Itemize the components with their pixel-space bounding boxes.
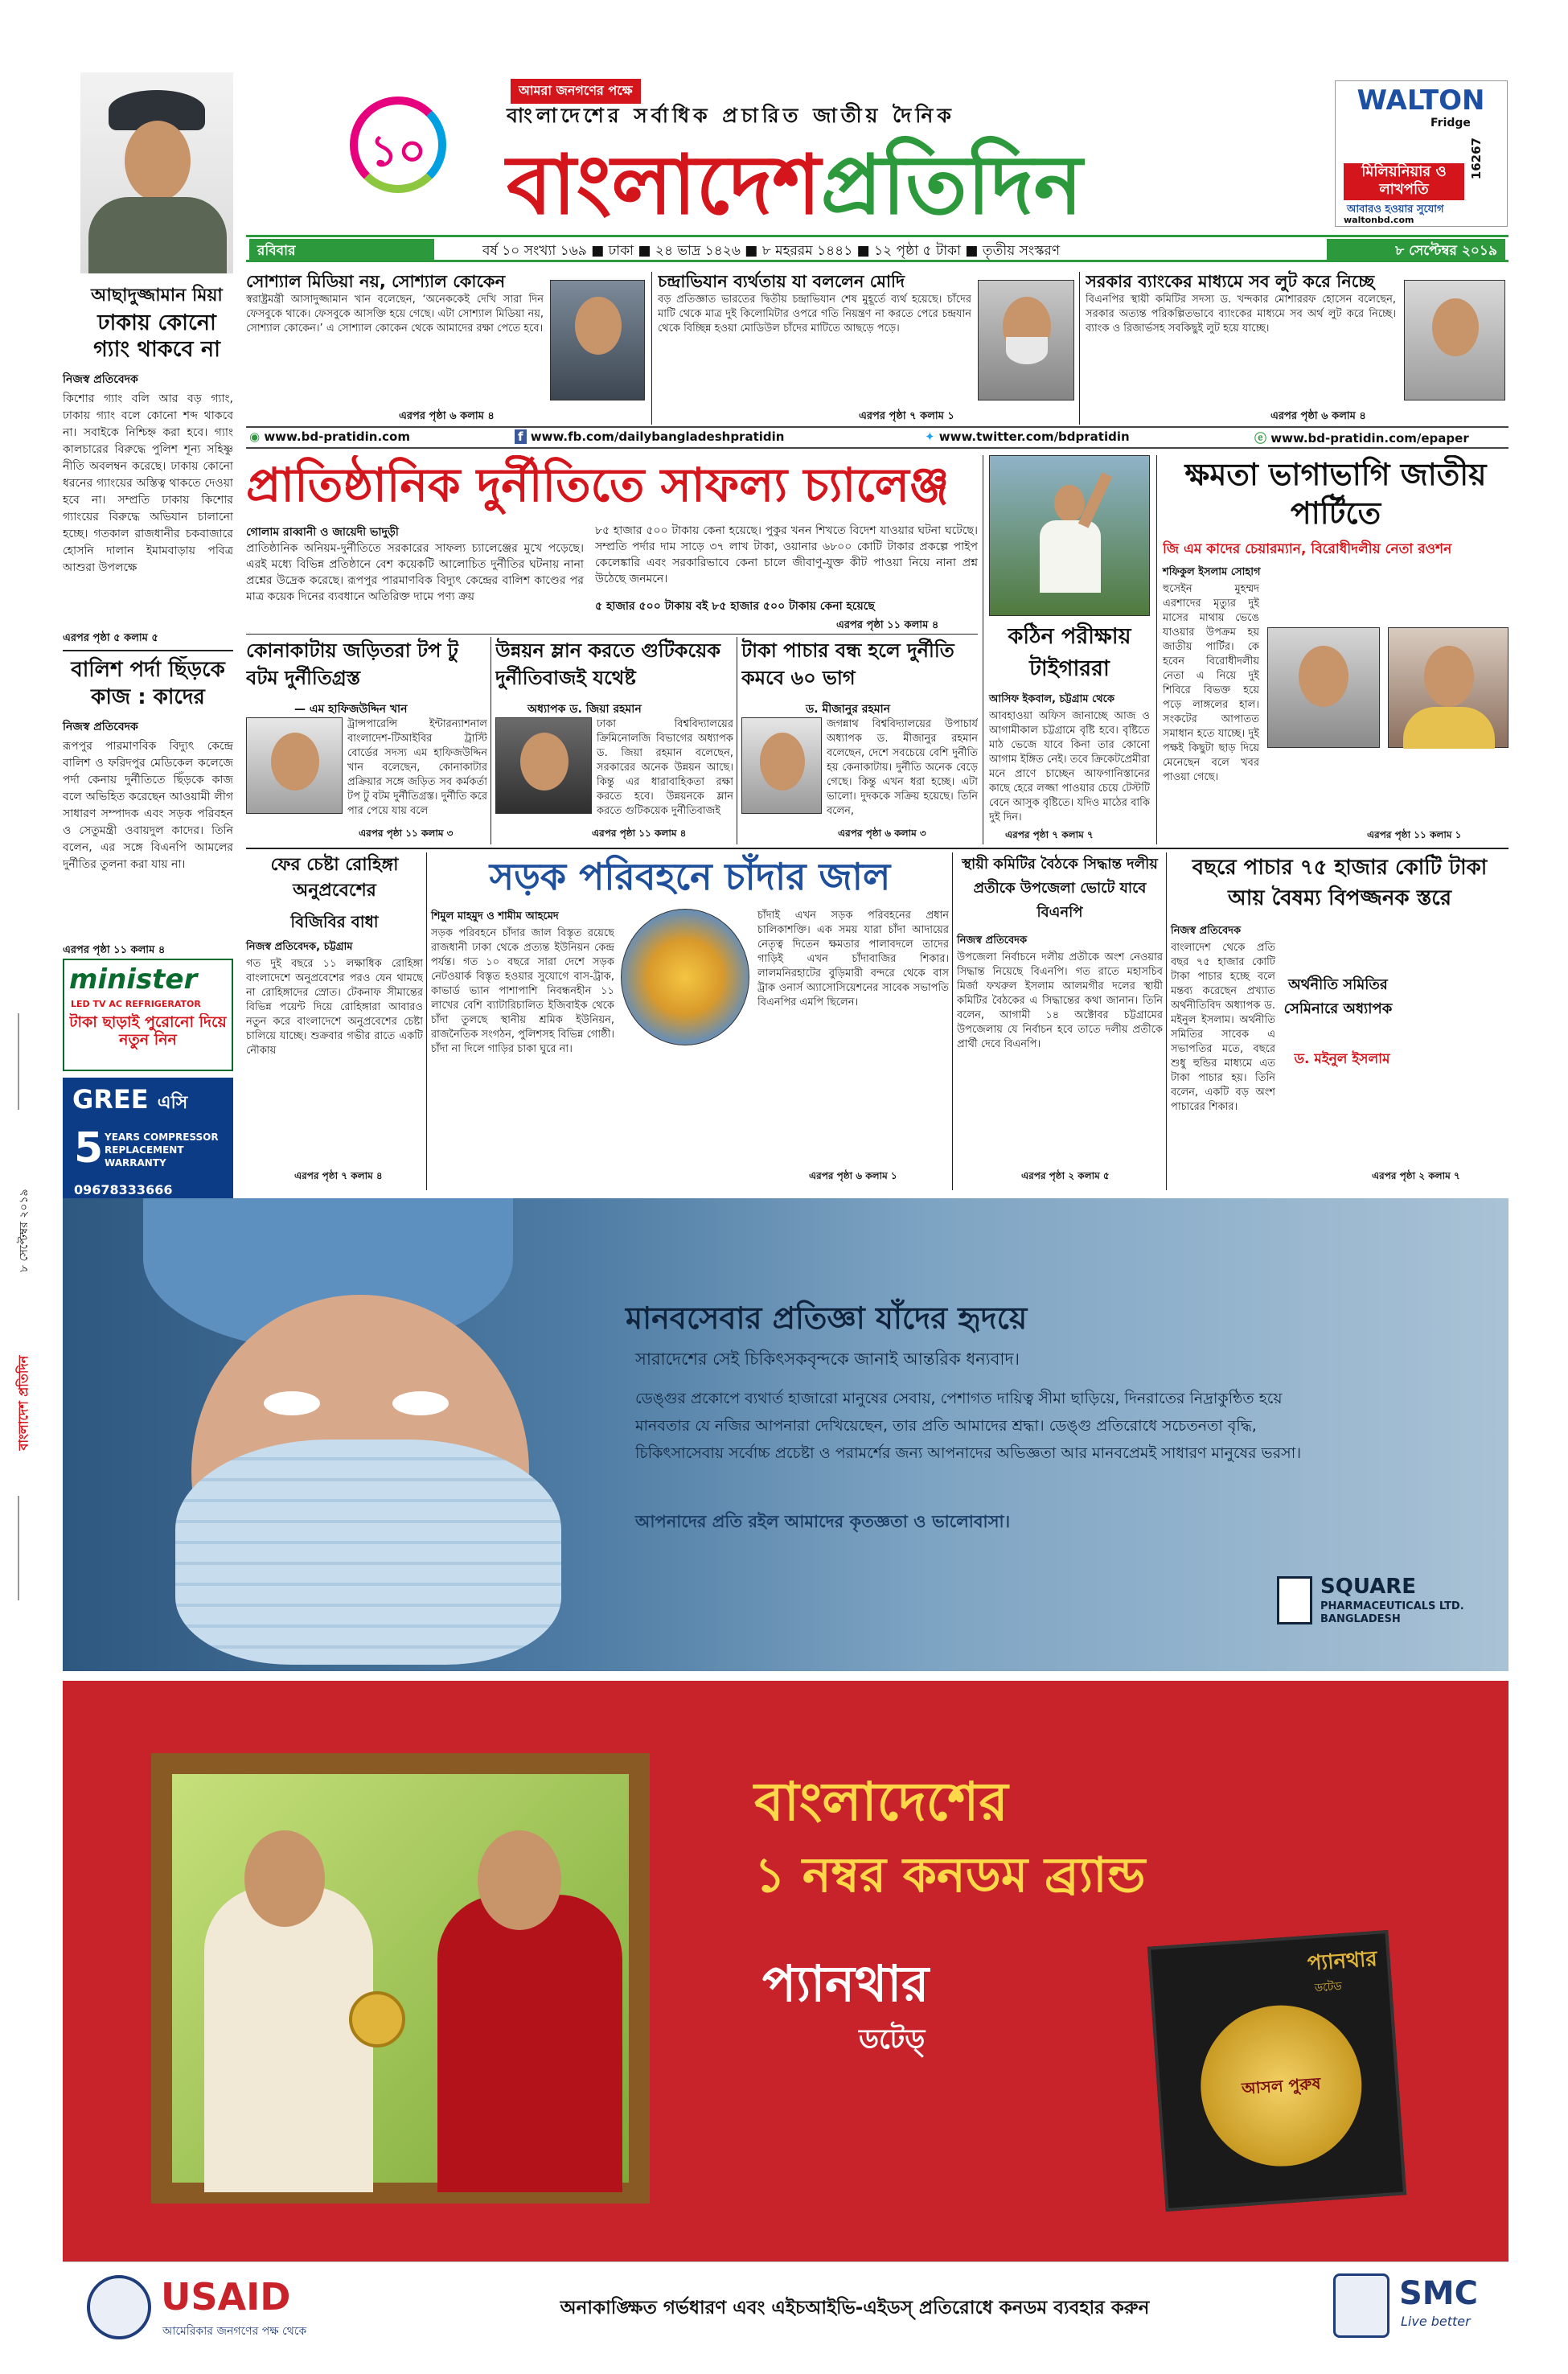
lead-cont: এরপর পৃষ্ঠা ১১ কলাম ৪ bbox=[836, 619, 939, 631]
power-face-1 bbox=[1299, 646, 1348, 707]
epaper-icon: ⓔ bbox=[1254, 431, 1271, 446]
masthead-title-part2: প্রতিদিন bbox=[820, 138, 1083, 233]
teaser-sep-2 bbox=[1079, 272, 1080, 425]
rohingya-story[interactable] bbox=[246, 852, 423, 1190]
bnp-right-rule bbox=[1166, 852, 1167, 1190]
twitter-icon: ✦ bbox=[925, 429, 939, 444]
man-face bbox=[244, 1830, 325, 1927]
money-quote-label: অর্থনীতি সমিতির সেমিনারে অধ্যাপক bbox=[1283, 976, 1393, 1017]
rohingya-subhead: বিজিবির বাধা bbox=[290, 912, 379, 931]
teaser-1-photo bbox=[550, 280, 645, 400]
teaser-1-face bbox=[575, 297, 622, 355]
teaser-3-headline: সরকার ব্যাংকের মাধ্যমে সব লুট করে নিচ্ছে bbox=[1086, 272, 1375, 291]
woman-face bbox=[478, 1830, 561, 1930]
teaser-2-beard bbox=[1006, 337, 1048, 364]
masthead-title bbox=[507, 122, 1335, 233]
weblink-site-text: www.bd-pratidin.com bbox=[264, 429, 410, 444]
weblink-twitter-text: www.twitter.com/bdpratidin bbox=[938, 429, 1130, 444]
teaser-3-photo bbox=[1404, 280, 1505, 400]
money-story[interactable] bbox=[1171, 852, 1508, 1190]
weblink-site[interactable] bbox=[249, 429, 410, 444]
teaser-1-body: স্বরাষ্ট্রমন্ত্রী আসাদুজ্জামান খান বলেছেন, ‘অনেককেই দেখি সারা দিন ফেসবুকে থাকে। ফেসবুকে আসক্তি হয়ে গেছে। এটা সোশ্যাল মিডিয়া নয়, সোশ্যাল কোকেন।’ এ সোশ্যাল কোকেন থেকে আমাদের রক্ষা পেতে হবে। bbox=[246, 294, 544, 335]
dateline-day: রবিবার bbox=[249, 239, 434, 260]
rohingya-body: গত দুই বছরে ১১ লক্ষাধিক রোহিঙ্গা বাংলাদেশে অনুপ্রবেশের পরও যেন থামছে না রোহিঙ্গাদের স্রোত। টেকনাফ সীমান্তের বিভিন্ন পয়েন্ট দিয়ে রোহিঙ্গারা আবারও নতুন করে বাংলাদেশে অনুপ্রবেশের চেষ্টা চালিয়ে যাচ্ছে। শুক্রবার গভীর রাতে একটি নৌকায় bbox=[246, 958, 423, 1057]
gree-ad[interactable] bbox=[63, 1078, 233, 1211]
gree-brand-name: GREE bbox=[72, 1084, 149, 1115]
money-cont: এরপর পৃষ্ঠা ২ কলাম ৭ bbox=[1372, 1170, 1460, 1181]
spine-strip bbox=[8, 1126, 40, 1480]
anniversary-number: ১০ bbox=[369, 125, 427, 176]
medal-icon bbox=[349, 1991, 405, 2047]
walton-product: Fridge bbox=[1430, 117, 1471, 129]
gree-phone: 09678333666 bbox=[74, 1182, 173, 1197]
masthead-title-part1: বাংলাদেশ bbox=[507, 138, 821, 233]
transport-body2: চাঁদাই এখন সড়ক পরিবহনের প্রধান চালিকাশক্তি। এক সময় যারা চাঁদা আদায়ের নেতৃত্ব দিতেন ক্ষমতার পালাবদলে তাদের গাড়িই এখন চাঁদাবাজির শিকার। লালমনিরহাটের বুড়িমারী বন্দরে থেকে বাস ট্রাক ওনার্স অ্যাসোসিয়েশনের সাবেক সভাপতি বিএনপির এমপি ছিলেন। bbox=[757, 910, 949, 1008]
substory-3-headline: টাকা পাচার বন্ধ হলে দুর্নীতি কমবে ৬০ ভাগ bbox=[741, 639, 954, 689]
bnp-body: উপজেলা নির্বাচনে দলীয় প্রতীকে অংশ নেওয়ার সিদ্ধান্ত নিয়েছে বিএনপি। গত রাতে মহাসচিব মির্জা ফখরুল ইসলাম আলমগীর দলের স্থায়ী কমিটির বৈঠকের এ সিদ্ধান্তের কথা জানান। তিনি বলেন, আগামী ১৪ অক্টোবর চট্টগ্রামের উপজেলায় যে নির্বাচন হবে তাতে দলীয় প্রতীকে প্রার্থী দেবে বিএনপি। bbox=[957, 951, 1163, 1050]
power-headline[interactable]: ক্ষমতা ভাগাভাগি জাতীয় পার্টিতে bbox=[1184, 457, 1487, 531]
gree-warranty: YEARS COMPRESSOR REPLACEMENT WARRANTY bbox=[105, 1132, 219, 1169]
panther-variant: ডটেড্ bbox=[859, 2023, 926, 2056]
panther-pack bbox=[1147, 1930, 1406, 2212]
power-photo-1 bbox=[1267, 627, 1380, 748]
tagline-box: আমরা জনগণের পক্ষে bbox=[511, 79, 641, 104]
teaser-3-body: বিএনপির স্থায়ী কমিটির সদস্য ড. খন্দকার মোশাররফ হোসেন বলেছেন, সরকার অত্যন্ত পরিকল্পিতভাবে ব্যাংকের মাধ্যমে সব অর্থ লুট করে নিচ্ছে। ব্যাংক ও রিজার্ভসহ সবকিছুই লুট হয়ে যাচ্ছে। bbox=[1086, 294, 1396, 335]
pack-medal bbox=[1196, 2000, 1367, 2171]
square-ad[interactable] bbox=[63, 1198, 1508, 1671]
substory-top-rule bbox=[246, 634, 978, 635]
doctor-eye-left bbox=[264, 1391, 320, 1415]
teaser-3[interactable] bbox=[1086, 269, 1508, 426]
row2-top-rule bbox=[246, 848, 1508, 849]
teaser-1[interactable] bbox=[246, 269, 648, 426]
substory-2-face bbox=[520, 733, 569, 791]
cricket-cont: এরপর পৃষ্ঠা ৭ কলাম ৭ bbox=[1005, 829, 1094, 840]
man-figure bbox=[204, 1887, 373, 2192]
bnp-headline: স্থায়ী কমিটির বৈঠকে সিদ্ধান্ত দলীয় প্রতীকে উপজেলা ভোটে যাবে বিএনপি bbox=[962, 856, 1158, 921]
substory-2-headline: উন্নয়ন ম্লান করতে গুটিকয়েক দুর্নীতিবাজই যথেষ্ট bbox=[495, 639, 721, 689]
teaser-2-photo bbox=[978, 280, 1074, 400]
lead-headline[interactable]: প্রাতিষ্ঠানিক দুর্নীতিতে সাফল্য চ্যালেঞ্জ bbox=[246, 458, 950, 512]
weblink-epaper-text: www.bd-pratidin.com/epaper bbox=[1270, 431, 1469, 446]
cricket-byline: আসিফ ইকবাল, চট্টগ্রাম থেকে bbox=[989, 693, 1114, 705]
bnp-story[interactable] bbox=[957, 852, 1163, 1190]
tagline: বাংলাদেশের সর্বাধিক প্রচারিত জাতীয় দৈনিক bbox=[507, 104, 955, 127]
power-body: হুসেইন মুহম্মদ এরশাদের মৃত্যুর দুই মাসের মাথায় ভেঙে যাওয়ার উপক্রম হয় জাতীয় পার্টির। কে হবেন বিরোধীদলীয় নেতা এ নিয়ে দুই শিবিরে বিভক্ত হয়ে পড়ে লাঙ্গলের হাল। সংকটের আপাতত সমাধান হতে যাচ্ছে। দুই পক্ষই কিছুটা ছাড় দিয়ে মেনেছেন বলে খবর পাওয়া গেছে। bbox=[1163, 583, 1259, 783]
substory-1-face bbox=[271, 733, 319, 791]
transport-body: সড়ক পরিবহনে চাঁদার জাল বিস্তৃত রয়েছে রাজধানী ঢাকা থেকে প্রত্যন্ত ইউনিয়ন কেন্দ্র পর্যন্ত। গত ১০ বছরে সারা দেশে সড়ক নেটওয়ার্ক বিস্তৃত হওয়ার সুযোগে বাস-ট্রাক, কাভার্ড ভ্যান পাশাপাশি নিবন্ধনহীন ১১ লাখের বেশি ব্যাটারিচালিত ইজিবাইক থেকে চাঁদা তুলছে স্থানীয় শ্রমিক ইউনিয়ন, রাজনৈতিক সংগঠন, পুলিশসহ বিভিন্ন গোষ্ঠী। চাঁদা না দিলে গাড়ির চাকা ঘুরে না। bbox=[431, 927, 614, 1055]
sidebar-story2-headline: বালিশ পর্দা ছিঁড়কে কাজ : কাদের bbox=[71, 658, 225, 709]
substory-2-body: ঢাকা বিশ্ববিদ্যালয়ের ক্রিমিনোলজি বিভাগের অধ্যাপক ড. জিয়া রহমান বলেছেন, সরকারের অনেক উন্নয়ন আছে। কিন্তু এর ধারাবাহিকতা রক্ষা করতে হবে। উন্নয়নকে ম্লান করতে গুটিকয়েক দুর্নীতিবাজই bbox=[597, 718, 733, 817]
doctor-mask bbox=[175, 1440, 561, 1665]
substory-3-byline: ড. মীজানুর রহমান bbox=[806, 703, 891, 716]
spine-marks-top bbox=[18, 1013, 35, 1110]
square-brand3: BANGLADESH bbox=[1320, 1613, 1401, 1625]
walton-web: waltonbd.com bbox=[1344, 215, 1414, 225]
smc-icon bbox=[1333, 2273, 1389, 2338]
spine-marks-bottom bbox=[18, 1496, 35, 1600]
power-left-rule bbox=[1156, 455, 1157, 844]
minister-sub: LED TV AC REFRIGERATOR bbox=[71, 999, 201, 1009]
money-quote-name: ড. মইনুল ইসলাম bbox=[1294, 1051, 1390, 1067]
walton-ad[interactable] bbox=[1335, 80, 1508, 227]
teaser-sep-1 bbox=[651, 272, 652, 425]
cricket-photo bbox=[989, 455, 1150, 616]
teaser-2-cont: এরপর পৃষ্ঠা ৭ কলাম ১ bbox=[859, 410, 954, 422]
power-cont: এরপর পৃষ্ঠা ১১ কলাম ১ bbox=[1367, 829, 1462, 840]
teaser-3-cont: এরপর পৃষ্ঠা ৬ কলাম ৪ bbox=[1270, 410, 1366, 422]
square-thanks: আপনাদের প্রতি রইল আমাদের কৃতজ্ঞতা ও ভালোবাসা। bbox=[635, 1512, 1011, 1531]
transport-headline: সড়ক পরিবহনে চাঁদার জাল bbox=[489, 855, 891, 898]
substory-3-face bbox=[760, 733, 805, 791]
cricket-headline[interactable]: কঠিন পরীক্ষায় টাইগাররা bbox=[1008, 624, 1131, 681]
rohingya-byline: নিজস্ব প্রতিবেদক, চট্টগ্রাম bbox=[246, 941, 353, 953]
bnp-byline: নিজস্ব প্রতিবেদক bbox=[957, 934, 1028, 947]
square-body: ডেঙ্গুর প্রকোপে ব্যথার্ত হাজারো মানুষের সেবায়, পেশাগত দায়িত্ব সীমা ছাড়িয়ে, দিনরাতের নিদ্রাকুন্ঠিত হয়ে মানবতার যে নজির আপনারা দেখিয়েছেন, তার প্রতি আমাদের শ্রদ্ধা। ডেঙ্গু প্রতিরোধে সচেতনতা বৃদ্ধি, চিকিৎসাসেবায় সর্বোচ্চ প্রচেষ্টা ও পরামর্শের জন্য আপনাদের অভিজ্ঞতা আর মানবপ্রেমই সাধারণ মানুষের ভরসা। bbox=[635, 1390, 1302, 1462]
rohingya-right-rule bbox=[426, 852, 427, 1190]
sidebar-story2-byline: নিজস্ব প্রতিবেদক bbox=[63, 721, 138, 733]
transport-right-rule bbox=[952, 852, 953, 1190]
walton-offer: মিলিয়নিয়ার ও লাখপতি bbox=[1344, 163, 1464, 200]
power-face-2 bbox=[1424, 646, 1474, 707]
money-headline: বছরে পাচার ৭৫ হাজার কোটি টাকা আয় বৈষম্য বিপজ্জনক স্তরে bbox=[1192, 856, 1488, 910]
gree-brand bbox=[72, 1084, 187, 1119]
square-brand2: PHARMACEUTICALS LTD. bbox=[1320, 1600, 1464, 1612]
substory-1-cont: এরপর পৃষ্ঠা ১১ কলাম ৩ bbox=[359, 828, 454, 839]
substory-3-photo bbox=[741, 717, 822, 814]
teaser-2-headline: চন্দ্রাভিযান ব্যর্থতায় যা বললেন মোদি bbox=[658, 272, 905, 291]
power-saree-2 bbox=[1403, 707, 1495, 749]
substory-1-headline: কোনাকাটায় জড়িতরা টপ টু বটম দুর্নীতিগ্রস্ত bbox=[246, 639, 458, 689]
transport-story[interactable] bbox=[431, 852, 949, 1190]
power-photo-2 bbox=[1388, 627, 1508, 748]
lead-body2: ৮৫ হাজার ৫০০ টাকায় কেনা হয়েছে। পুকুর খনন শিখতে বিদেশ যাওয়ার ঘটনা ঘটেছে। সম্প্রতি পর্দার দাম সাড়ে ৩৭ লাখ টাকা, ওয়ানার ৬৮০০ কোটি টাকার প্রকল্পে পাইপ কেলেঙ্কারি এবং সরকারিভাবে কেনা চালে জীবাণু-যুক্ত কীট পাওয়া নিয়ে নানা প্রশ্ন উঠেছে জনমনে। bbox=[595, 524, 978, 585]
spine-date: ৮ সেপ্টেম্বর ২০১৯ bbox=[18, 1189, 31, 1272]
gree-warranty-number: 5 bbox=[74, 1124, 104, 1173]
teaser-1-headline: সোশ্যাল মিডিয়া নয়, সোশ্যাল কোকেন bbox=[246, 272, 506, 291]
dateline-info: বর্ষ ১০ সংখ্যা ১৬৯ ■ ঢাকা ■ ২৪ ভাদ্র ১৪২৬ ■ ৮ মহররম ১৪৪১ ■ ১২ পৃষ্ঠা ৫ টাকা ■ তৃতীয় সংস্করণ bbox=[482, 243, 1061, 259]
panther-line2: ১ নম্বর কনডম ব্র্যান্ড bbox=[754, 1847, 1146, 1904]
sidebar-rule bbox=[63, 650, 233, 651]
weblink-facebook[interactable] bbox=[515, 429, 784, 444]
usaid-logo: USAID bbox=[161, 2275, 291, 2319]
lead-byline: গোলাম রাব্বানী ও জায়েদী ভাদুড়ী bbox=[246, 526, 399, 539]
substory-1[interactable] bbox=[246, 637, 487, 844]
walton-offer2: আবারও হওয়ার সুযোগ bbox=[1347, 203, 1444, 216]
rohingya-cont: এরপর পৃষ্ঠা ৭ কলাম ৪ bbox=[294, 1170, 383, 1181]
dateline-date: ৮ সেপ্টেম্বর ২০১৯ bbox=[1327, 239, 1505, 260]
weblink-facebook-text: www.fb.com/dailybangladeshpratidin bbox=[530, 429, 785, 444]
minister-offer: টাকা ছাড়াই পুরোনো দিয়ে নতুন নিন bbox=[69, 1013, 227, 1049]
substory-1-byline: — এম হাফিজউদ্দিন খান bbox=[294, 703, 408, 716]
money-body-right bbox=[1406, 941, 1508, 1166]
substory-3[interactable] bbox=[741, 637, 978, 844]
sidebar-story2-cont: এরপর পৃষ্ঠা ১১ কলাম ৪ bbox=[63, 944, 166, 956]
sidebar-profile-byline: নিজস্ব প্রতিবেদক bbox=[63, 373, 138, 386]
bnp-cont: এরপর পৃষ্ঠা ২ কলাম ৫ bbox=[1021, 1170, 1110, 1181]
rohingya-headline: ফের চেষ্টা রোহিঙ্গা অনুপ্রবেশের bbox=[270, 855, 399, 901]
minister-brand: minister bbox=[69, 963, 198, 996]
substory-1-body: ট্রান্সপারেন্সি ইন্টারন্যাশনাল বাংলাদেশ-টিআইবির ট্রাস্টি বোর্ডের সদস্য এম হাফিজউদ্দিন খান বলেছেন, কোনাকাটার প্রক্রিয়ার সঙ্গে জড়িত সব কর্মকর্তা টপ টু বটম দুর্নীতিগ্রস্ত। দুর্নীতি করে পার পেয়ে যায় বলে bbox=[347, 718, 487, 817]
sidebar-profile-photo bbox=[80, 72, 233, 273]
panther-line1: বাংলাদেশের bbox=[754, 1771, 1008, 1833]
cricketer-jersey bbox=[1040, 520, 1101, 593]
panther-footer-text: অনাকাঙ্ক্ষিত গর্ভধারণ এবং এইচআইভি-এইডস্ প্রতিরোধে কনডম ব্যবহার করুন bbox=[560, 2298, 1150, 2319]
substory-2-photo bbox=[495, 717, 592, 814]
cricket-body: আবহাওয়া অফিস জানাচ্ছে আজ ও আগামীকাল চট্টগ্রামে বৃষ্টি হবে। বৃষ্টিতে মাঠ ভেজে যাবে কিনা তার কোনো আগাম ইঙ্গিত নেই। তবে ক্রিকেটপ্রেমীরা মনে প্রাণে চাচ্ছেন আফগানিস্তানের কাছে হেরে লজ্জা পাওয়ার চেয়ে টেস্টটি বেনে আসুক বৃষ্টিতে। যদিও মাঠের বাকি দুই দিন। bbox=[989, 710, 1150, 824]
cricketer-face bbox=[1054, 485, 1085, 522]
panther-ad[interactable] bbox=[63, 1681, 1508, 2261]
square-logo-icon bbox=[1277, 1576, 1312, 1624]
sidebar-profile-body: কিশোর গ্যাং বলি আর বড় গ্যাং, ঢাকায় গ্যাং বলে কোনো শব্দ থাকবে না। সবাইকে নিশ্চিহ্ন করা হবে। গ্যাং কালচারের বিরুদ্ধে পুলিশ শূন্য সহিষ্ণু নীতি অবলম্বন করেছে। ঢাকায় কোনো ধরনের গ্যাংয়ের অস্তিত্ব থাকতে দেওয়া হবে না। সম্প্রতি ঢাকায় কিশোর গ্যাংয়ের বিরুদ্ধে অভিযান চালানো হচ্ছে। গতকাল রাজধানীর চকবাজারে হোসনি দালান ইমামবাড়ায় পবিত্র আশুরা উপলক্ষে bbox=[63, 392, 233, 574]
spine-name: বাংলাদেশ প্রতিদিন bbox=[15, 1355, 31, 1451]
officer-uniform bbox=[88, 197, 227, 273]
power-subhead: জি এম কাদের চেয়ারম্যান, বিরোধীদলীয় নেতা রওশন bbox=[1163, 541, 1452, 557]
pack-medal-text: আসল পুরুষ bbox=[1241, 2073, 1322, 2099]
usaid-sub: আমেরিকার জনগণের পক্ষ থেকে bbox=[162, 2325, 307, 2338]
panther-brand: প্যানথার bbox=[762, 1954, 930, 2013]
weblink-epaper[interactable] bbox=[1254, 429, 1469, 446]
square-headline: মানবসেবার প্রতিজ্ঞা যাঁদের হৃদয়ে bbox=[626, 1300, 1028, 1336]
sidebar-profile-name: আছাদুজ্জামান মিয়া bbox=[91, 285, 223, 306]
officer-face bbox=[125, 121, 191, 201]
gree-brand-suffix: এসি bbox=[157, 1093, 188, 1113]
money-body: বাংলাদেশ থেকে প্রতি বছর ৭৫ হাজার কোটি টাকা পাচার হচ্ছে বলে মন্তব্য করেছেন প্রখ্যাত অর্থনীতিবিদ অধ্যাপক ড. মইনুল ইসলাম। অর্থনীতি সমিতির সাবেক এ সভাপতির মতে, বছরে শুধু হুন্ডির মাধ্যমে এত টাকা পাচার হয়। তিনি বলেন, একটি বড় অংশ পাচারের শিকার। bbox=[1171, 942, 1275, 1113]
teaser-2[interactable] bbox=[658, 269, 1076, 426]
square-brand: SQUARE bbox=[1320, 1575, 1417, 1599]
panther-photo-frame bbox=[151, 1753, 650, 2204]
sidebar-profile-cont: এরপর পৃষ্ঠা ৫ কলাম ৫ bbox=[63, 632, 158, 644]
woman-figure bbox=[437, 1895, 622, 2192]
teaser-3-face bbox=[1432, 298, 1479, 356]
weblink-twitter[interactable] bbox=[925, 429, 1130, 444]
smc-sub: Live better bbox=[1401, 2314, 1471, 2329]
usaid-seal-icon bbox=[87, 2275, 151, 2339]
pack-brand: প্যানথার bbox=[1306, 1947, 1378, 1976]
substory-3-body: জগন্নাথ বিশ্ববিদ্যালয়ের উপাচার্য অধ্যাপক ড. মীজানুর রহমান বলেছেন, দেশে সবচেয়ে বেশি দুর্নীতি হয় কেনাকাটায়। দুর্নীতি অনেক বেড়ে গেছে। কিন্তু এখন ধরা হচ্ছে। এটা ভালো। দুদককে সক্রিয় হয়েছে। তিনি বলেন, bbox=[827, 718, 978, 817]
transport-photo bbox=[621, 909, 749, 1045]
teaser-2-body: বড় প্রতিজ্ঞাত ভারতের দ্বিতীয় চন্দ্রাভিযান শেষ মুহূর্তে ব্যর্থ হয়েছে। চাঁদের মাটি থেকে মাত্র দুই কিলোমিটার ওপরে গতি নিয়ন্ত্রণ না করতে পেরে চন্দ্রযান থেকে বিচ্ছিন্ন হওয়া মোডিউল চাঁদের মাটিতে আছড়ে পড়ে। bbox=[658, 294, 971, 335]
sidebar-profile-headline: ঢাকায় কোনো গ্যাং থাকবে না bbox=[93, 310, 220, 362]
substory-3-cont: এরপর পৃষ্ঠা ৬ কলাম ৩ bbox=[838, 828, 926, 839]
anniversary-logo bbox=[346, 72, 450, 225]
pack-variant: ডটেড bbox=[1314, 1980, 1343, 1995]
walton-brand: WALTON bbox=[1357, 84, 1485, 117]
substory-1-photo bbox=[246, 717, 343, 814]
sidebar-story2-body: রূপপুর পারমাণবিক বিদ্যুৎ কেন্দ্রে বালিশ ও ফরিদপুর মেডিকেল কলেজে পর্দা কেনায় দুর্নীতিতে ছিঁড়কে কাজ বলে অভিহিত করেছেন আওয়ামী লীগ সাধারণ সম্পাদক এবং সড়ক পরিবহন ও সেতুমন্ত্রী ওবায়দুল কাদের। তিনি বলেন, এর সঙ্গে বিএনপি আমলের দুর্নীতির তুলনা করা যায় না। bbox=[63, 740, 233, 871]
transport-cont: এরপর পৃষ্ঠা ৬ কলাম ১ bbox=[809, 1170, 897, 1181]
transport-byline: শিমুল মাহমুদ ও শামীম আহমেদ bbox=[431, 910, 559, 922]
minister-ad[interactable] bbox=[63, 959, 233, 1071]
substory-2[interactable] bbox=[495, 637, 733, 844]
lead-body1: প্রাতিষ্ঠানিক অনিয়ম-দুর্নীতিতে সরকারের সাফল্য চ্যালেঞ্জের মুখে পড়েছে। এরই মধ্যে বিভিন্ন প্রতিষ্ঠানে বেশ কয়েকটি আলোচিত দুর্নীতির ঘটনায় নানা প্রশ্নের উদ্রেক করেছে। রূপপুর পারমাণবিক বিদ্যুৎ কেন্দ্রের বালিশ কাণ্ডের পর মাত্র কয়েক দিনের ব্যবধানে অতিরিক্ত দামে পণ্য ক্রয় bbox=[246, 542, 584, 603]
panther-footer bbox=[63, 2261, 1508, 2350]
smc-logo: SMC bbox=[1399, 2275, 1478, 2312]
substory-2-cont: এরপর পৃষ্ঠা ১১ কলাম ৪ bbox=[592, 828, 687, 839]
substory-2-byline: অধ্যাপক ড. জিয়া রহমান bbox=[527, 703, 642, 716]
teaser-1-cont: এরপর পৃষ্ঠা ৬ কলাম ৪ bbox=[399, 410, 495, 422]
lead-highlight: ৫ হাজার ৫০০ টাকায় বই ৮৫ হাজার ৫০০ টাকায় কেনা হয়েছে bbox=[595, 600, 875, 613]
doctor-eye-right bbox=[392, 1391, 449, 1415]
facebook-icon: f bbox=[515, 429, 527, 444]
walton-phone: 16267 bbox=[1469, 138, 1484, 180]
money-byline: নিজস্ব প্রতিবেদক bbox=[1171, 925, 1242, 937]
globe-icon: ◉ bbox=[249, 429, 265, 444]
square-sub: সারাদেশের সেই চিকিৎসকবৃন্দকে জানাই আন্তরিক ধন্যবাদ। bbox=[635, 1349, 1020, 1369]
power-byline: শফিকুল ইসলাম সোহাগ bbox=[1163, 566, 1261, 578]
